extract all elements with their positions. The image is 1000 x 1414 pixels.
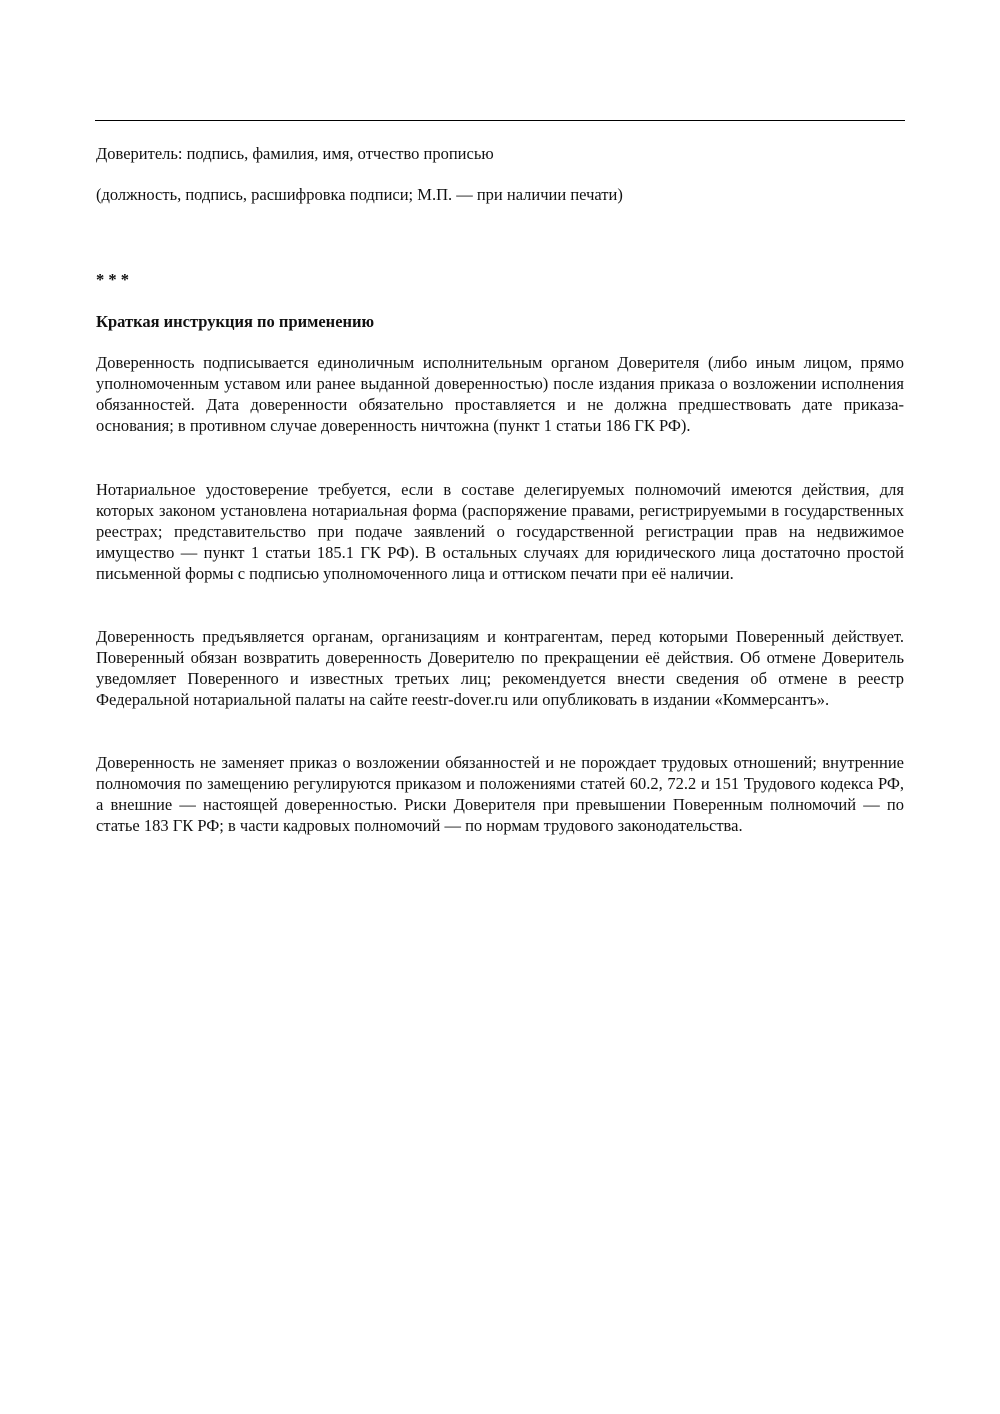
principal-signature-caption: Доверитель: подпись, фамилия, имя, отчество прописью <box>96 144 494 163</box>
instructions-paragraph-limits: Доверенность не заменяет приказ о возложении обязанностей и не порождает трудовых отношений; внутренние полномочия по замещению регулируются приказом и положениями статей 60.2, 72.2 и 151 Трудового кодекса РФ, а внешние — настоящей доверенностью. Риски Доверителя при превышении Поверенным полномочий — по статье 183 ГК РФ; в части кадровых полномочий — по нормам трудового законодательства. <box>96 753 904 835</box>
instructions-paragraph-signing: Доверенность подписывается единоличным исполнительным органом Доверителя (либо иным лицом, прямо уполномоченным уставом или ранее выданной доверенностью) после издания приказа о возложении исполнения обязанностей. Дата доверенности обязательно проставляется и не должна предшествовать дате приказа-основания; в противном случае доверенность ничтожна (пункт 1 статьи 186 ГК РФ). <box>96 353 904 435</box>
position-signature-caption: (должность, подпись, расшифровка подписи; М.П. — при наличии печати) <box>96 185 623 204</box>
section-separator: * * * <box>96 270 129 289</box>
instructions-title: Краткая инструкция по применению <box>96 312 375 331</box>
instructions-paragraph-revocation: Доверенность предъявляется органам, организациям и контрагентам, перед которыми Поверенный действует. Поверенный обязан возвратить доверенность Доверителю по прекращении её действия. Об отмене Доверитель уведомляет Поверенного и известных третьих лиц; рекомендуется внести сведения об отмене в реестр Федеральной нотариальной палаты на сайте reestr-dover.ru или опубликовать в издании «Коммерсантъ». <box>96 627 904 709</box>
instructions-paragraph-notarization: Нотариальное удостоверение требуется, если в составе делегируемых полномочий имеются действия, для которых законом установлена нотариальная форма (распоряжение правами, регистрируемыми в государственных реестрах; представительство при подаче заявлений о государственной регистрации прав на недвижимое имущество — пункт 1 статьи 185.1 ГК РФ). В остальных случаях для юридического лица достаточно простой письменной формы с подписью уполномоченного лица и оттиском печати при её наличии. <box>96 480 904 583</box>
signature-rule <box>95 120 905 121</box>
